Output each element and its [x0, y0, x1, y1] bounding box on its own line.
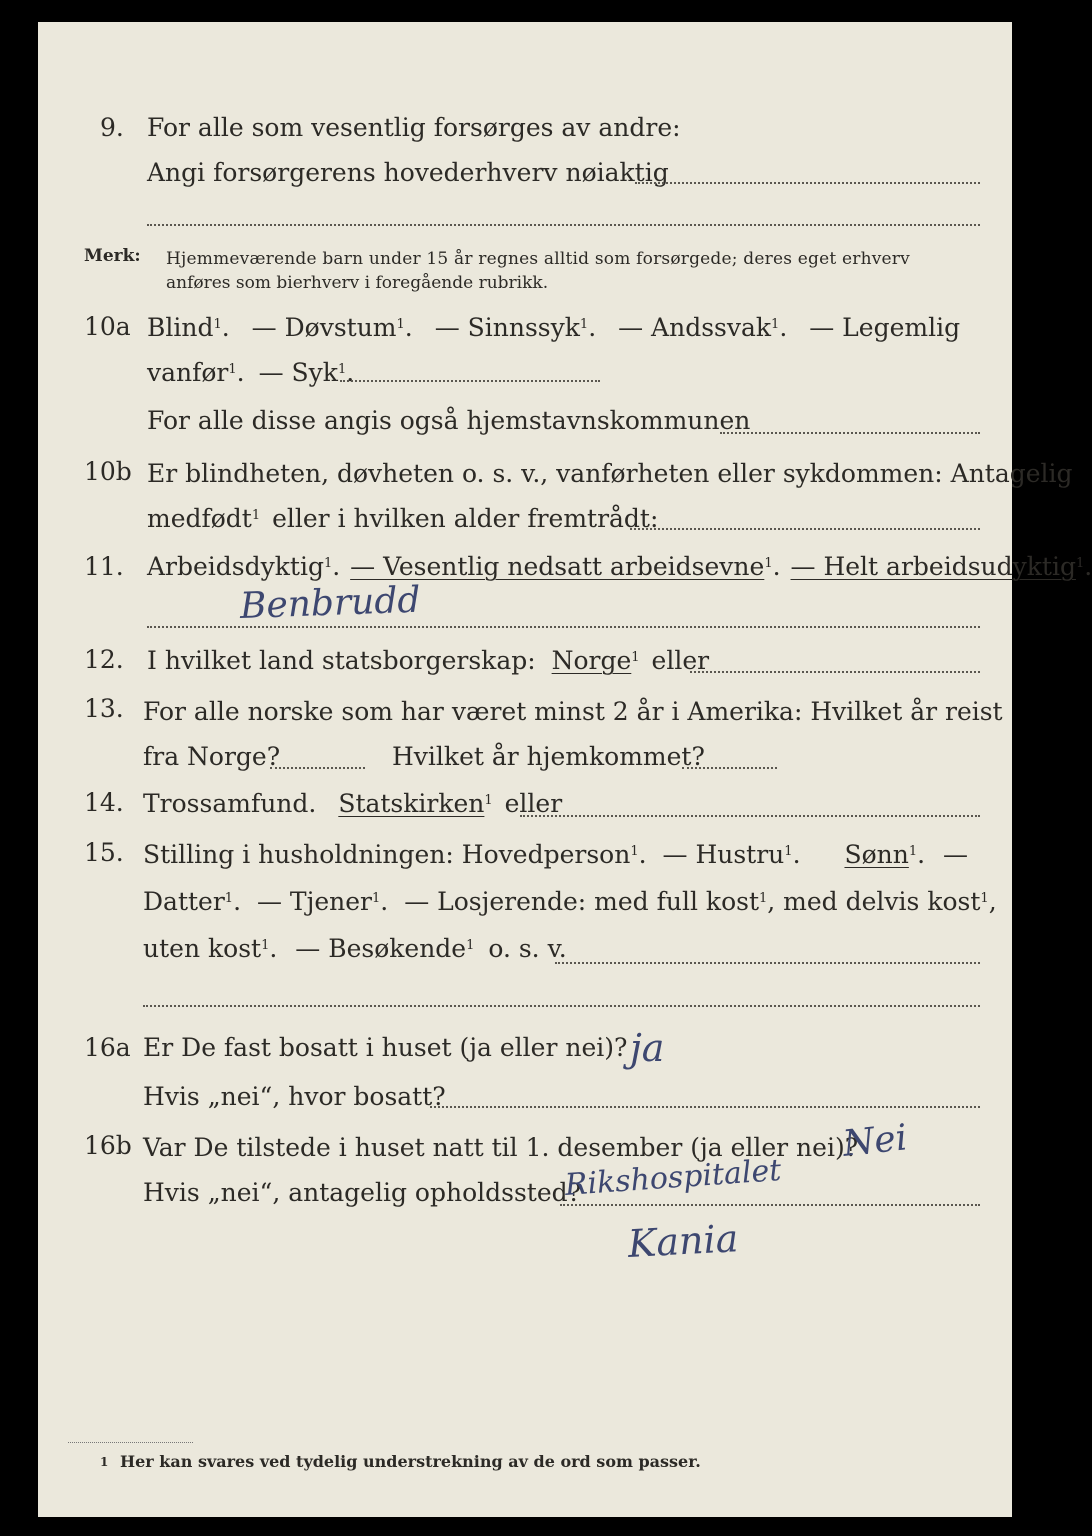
q16b-handwritten-place: Rikshospitalet [563, 1152, 783, 1203]
q16a-number: 16a [84, 1033, 131, 1062]
q15-line-3: uten kost$^1$. — Besøkende$^1$ o. s. v. [143, 934, 567, 963]
q15-line-2: Datter$^1$. — Tjener$^1$. — Losjerende: med full kost$^1$, med delvis kost$^1$, [143, 887, 997, 916]
q13-reist-line [270, 767, 365, 769]
q14-answer-line [520, 815, 980, 817]
q10a-vanfor: vanfør [147, 358, 229, 387]
q10a-number: 10a [84, 312, 131, 341]
q16a-line-1: Er De fast bosatt i huset (ja eller nei)? [143, 1033, 628, 1062]
q10b-answer-line [630, 528, 980, 530]
q10a-line-1: Blind$^1$. — Døvstum$^1$. — Sinnssyk$^1$. — Andssvak$^1$. — Legemlig [147, 313, 961, 342]
q13-hjemkommet: Hvilket år hjemkommet? [392, 742, 705, 771]
q11-answer-line [147, 626, 980, 628]
q13-number: 13. [84, 694, 124, 723]
q10b-line-1: Er blindheten, døvheten o. s. v., vanførheten eller sykdommen: Antagelig [147, 459, 1073, 488]
q10b-number: 10b [84, 457, 132, 486]
q9-subquestion: Angi forsørgerens hovederhverv nøiaktig [147, 158, 669, 187]
q10a-line-2: vanfør$^1$. — Syk$^1$. [147, 358, 355, 387]
q12-line: I hvilket land statsborgerskap: Norge$^1$ eller [147, 646, 710, 675]
q16b-line-1: Var De tilstede i huset natt til 1. desember (ja eller nei)? [143, 1133, 859, 1162]
q15-number: 15. [84, 838, 124, 867]
q9-number: 9. [100, 113, 124, 142]
q10a-answer-line [340, 380, 600, 382]
q10b-line-2: medfødt$^1$ eller i hvilken alder fremtrådt: [147, 504, 659, 533]
q12-number: 12. [84, 645, 124, 674]
q11-number: 11. [84, 552, 124, 581]
q12-answer-line [690, 671, 980, 673]
footnote-text: Her kan svares ved tydelig understrekning av de ord som passer. [120, 1452, 701, 1471]
q10a-legemlig: — Legemlig [809, 313, 961, 342]
q16a-answer-line [430, 1106, 980, 1108]
merk-text-1: Hjemmeværende barn under 15 år regnes alltid som forsørgede; deres eget erhverv [166, 249, 910, 269]
q14-line: Trossamfund. Statskirken$^1$ eller [143, 789, 563, 818]
footnote-number: 1 [100, 1455, 109, 1469]
q16b-handwritten-city: Kania [626, 1216, 740, 1266]
q10a-kommune-line [720, 432, 980, 434]
q16b-line-2: Hvis „nei“, antagelig opholdssted? [143, 1178, 582, 1207]
q9-question: For alle som vesentlig forsørges av andre: [147, 113, 681, 142]
q14-number: 14. [84, 788, 124, 817]
q9-answer-line [635, 182, 980, 184]
merk-text-2: anføres som bierhverv i foregående rubrikk. [166, 273, 549, 293]
q15-line-1: Stilling i husholdningen: Hovedperson$^1$. — Hustru$^1$. Sønn$^1$. — [143, 840, 969, 869]
q15-answer-line [555, 962, 980, 964]
q16a-handwritten-answer: ja [630, 1026, 665, 1070]
q16b-number: 16b [84, 1131, 132, 1160]
q10a-dovstum: — Døvstum [251, 313, 397, 342]
q16b-answer-line [560, 1204, 980, 1206]
q13-hjemkommet-line [682, 767, 777, 769]
q10a-andssvak: — Andssvak [618, 313, 772, 342]
merk-label: Merk: [84, 246, 141, 266]
q10a-sinnssyk: — Sinnssyk [434, 313, 580, 342]
footnote-rule [68, 1442, 193, 1443]
q11-line-1: Arbeidsdyktig$^1$. — Vesentlig nedsatt arbeidsevne$^1$. — Helt arbeidsudyktig$^1$. [147, 552, 1092, 581]
q10a-blind: Blind [147, 313, 214, 342]
q13-line-1: For alle norske som har været minst 2 år i Amerika: Hvilket år reist [143, 697, 1003, 726]
q11-handwritten-answer: Benbrudd [239, 579, 422, 627]
q10a-line-3: For alle disse angis også hjemstavnskommunen [147, 406, 751, 435]
q16b-handwritten-answer: Nei [840, 1117, 910, 1165]
q15-answer-line-2 [143, 1005, 980, 1007]
q13-reist: fra Norge? [143, 742, 281, 771]
q9-answer-line-2 [147, 224, 980, 226]
q16a-line-2: Hvis „nei“, hvor bosatt? [143, 1082, 446, 1111]
q10a-syk: — Syk [258, 358, 338, 387]
